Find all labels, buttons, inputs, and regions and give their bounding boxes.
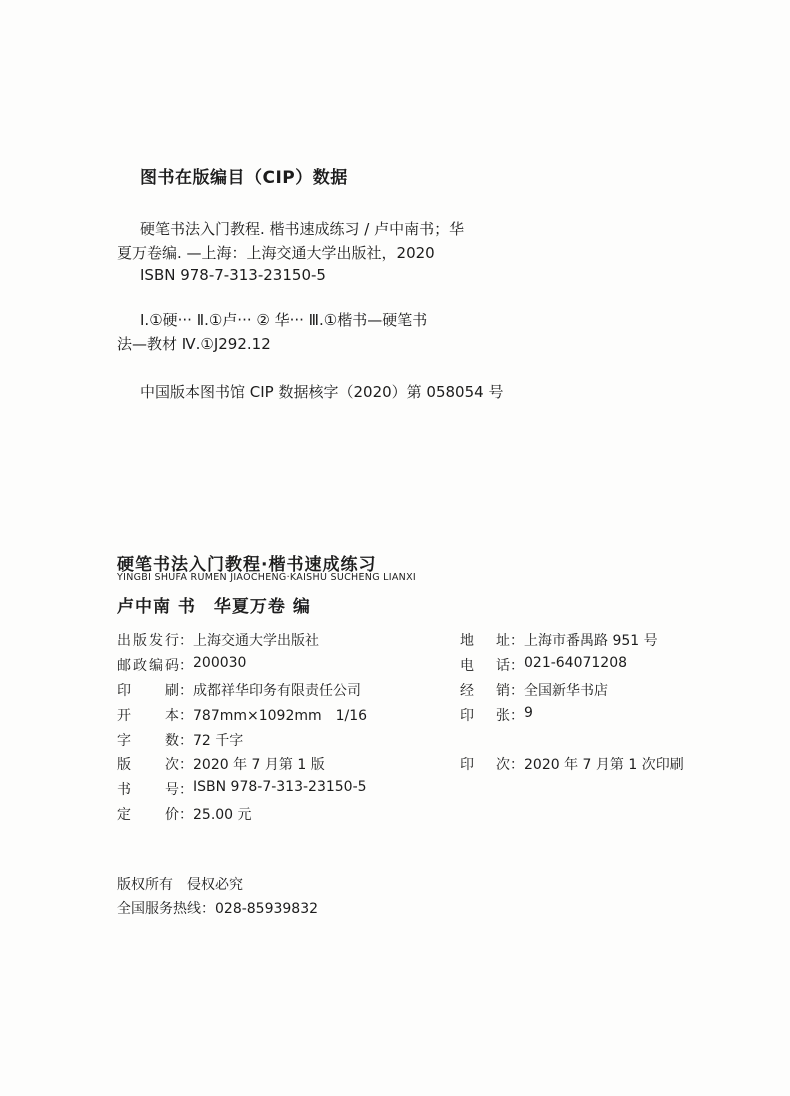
detail-label: 地址 (460, 633, 510, 649)
detail-value: 9 (524, 705, 533, 721)
detail-label: 邮政编码 (117, 658, 179, 674)
detail-label: 出版发行 (117, 633, 179, 649)
detail-label: 版次 (117, 757, 179, 773)
book-authors: 卢中南 书 华夏万卷 编 (117, 597, 311, 617)
detail-value: 25.00 元 (193, 807, 252, 823)
book-pinyin-title: YINGBI SHUFA RUMEN JIAOCHENG·KAISHU SUCHENG LIANXI (117, 572, 416, 583)
detail-label: 定价 (117, 807, 179, 823)
cip-isbn: ISBN 978-7-313-23150-5 (140, 266, 326, 284)
detail-value: 72 千字 (193, 733, 244, 749)
detail-label: 印刷 (117, 683, 179, 699)
detail-colon: ： (179, 782, 193, 798)
detail-label: 印张 (460, 708, 510, 724)
cip-classification-2: 法—教材 Ⅳ.①J292.12 (117, 335, 271, 353)
detail-value: 2020 年 7 月第 1 版 (193, 757, 325, 773)
detail-colon: ： (179, 633, 193, 649)
cip-title: 图书在版编目（CIP）数据 (140, 168, 348, 188)
service-hotline: 全国服务热线：028-85939832 (117, 901, 319, 917)
detail-value: 全国新华书店 (524, 683, 608, 699)
cip-line-2: 夏万卷编. —上海：上海交通大学出版社，2020 (117, 244, 435, 262)
detail-label: 开本 (117, 708, 179, 724)
detail-colon: ： (510, 708, 524, 724)
detail-value: 上海交通大学出版社 (193, 633, 319, 649)
cip-record-number: 中国版本图书馆 CIP 数据核字（2020）第 058054 号 (140, 383, 504, 401)
cip-classification-1: Ⅰ.①硬··· Ⅱ.①卢··· ② 华··· Ⅲ.①楷书—硬笔书 (140, 311, 428, 329)
detail-value: 上海市番禺路 951 号 (524, 633, 658, 649)
detail-colon: ： (510, 658, 524, 674)
cip-line-1: 硬笔书法入门教程. 楷书速成练习 / 卢中南书；华 (140, 220, 465, 238)
detail-label: 书号 (117, 782, 179, 798)
detail-colon: ： (179, 733, 193, 749)
detail-value: 021-64071208 (524, 655, 628, 671)
detail-value: 2020 年 7 月第 1 次印刷 (524, 757, 684, 773)
detail-label: 印次 (460, 757, 510, 773)
detail-colon: ： (179, 807, 193, 823)
detail-colon: ： (510, 683, 524, 699)
detail-label: 电话 (460, 658, 510, 674)
detail-colon: ： (510, 633, 524, 649)
detail-value: 787mm×1092mm 1/16 (193, 708, 368, 724)
detail-label: 字数 (117, 733, 179, 749)
detail-colon: ： (179, 708, 193, 724)
detail-label: 经销 (460, 683, 510, 699)
detail-value: 成都祥华印务有限责任公司 (193, 683, 361, 699)
detail-colon: ： (179, 757, 193, 773)
book-title: 硬笔书法入门教程·楷书速成练习 (117, 555, 377, 575)
detail-colon: ： (179, 683, 193, 699)
detail-colon: ： (179, 658, 193, 674)
detail-value: 200030 (193, 655, 247, 671)
rights-notice: 版权所有 侵权必究 (117, 877, 243, 893)
detail-colon: ： (510, 757, 524, 773)
detail-value: ISBN 978-7-313-23150-5 (193, 779, 367, 795)
